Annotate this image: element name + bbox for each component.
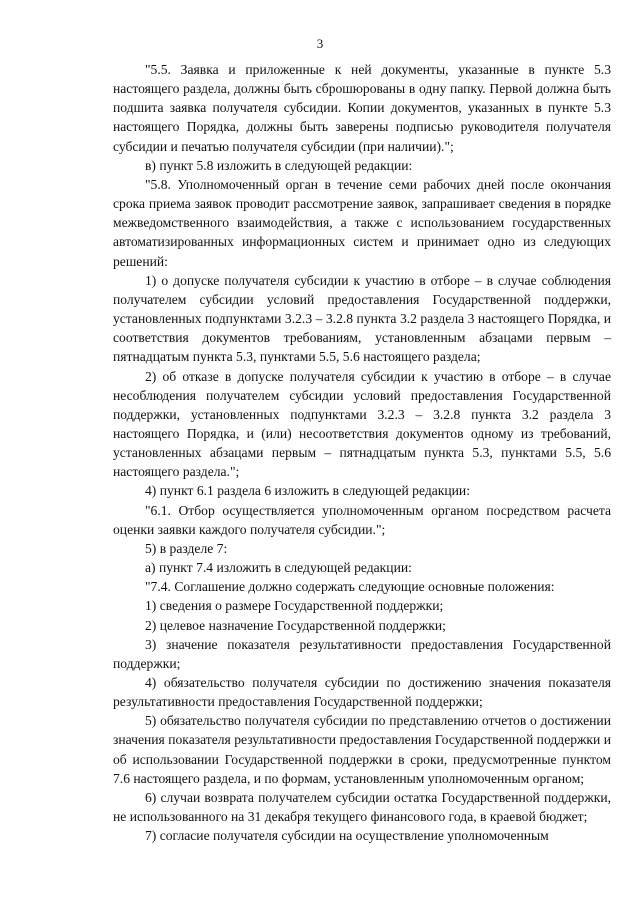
paragraph-provision-6: 6) случаи возврата получателем субсидии остатка Государственной поддержки, не использованного на 31 декабря текущего финансового года, в краевой бюджет;	[113, 789, 611, 825]
paragraph-6-1: "6.1. Отбор осуществляется уполномоченным органом посредством расчета оценки заявки каждого получателя субсидии.";	[113, 502, 611, 537]
page-number: 3	[316, 36, 324, 51]
paragraph-provision-4: 4) обязательство получателя субсидии по достижению значения показателя результативности предоставления Государственной поддержки;	[113, 675, 611, 710]
paragraph-item-v: в) пункт 5.8 изложить в следующей редакции:	[145, 157, 413, 173]
paragraph-decision-2: 2) об отказе в допуске получателя субсидии к участию в отборе – в случае несоблюдения получателем субсидии условий предоставления Государственной поддержки, установленных подпунктами 3.2.3 – 3.2.8 пункта 3.2 раздела 3 настоящего Порядка, и (или) несоответствия документов одному из требований, установленных абзацами первым – пятнадцатым пункта 5.3, пунктами 5.5, 5.6 настоящего раздела.";	[113, 368, 611, 480]
paragraph-provision-2: 2) целевое назначение Государственной поддержки;	[145, 617, 446, 633]
paragraph-5-8: "5.8. Уполномоченный орган в течение семи рабочих дней после окончания срока приема заявок проводит рассмотрение заявок, запрашивает сведения в порядке межведомственного взаимодействия, а также с использованием государственных автоматизированных информационных систем и принимает одно из следующих решений:	[113, 176, 611, 269]
paragraph-provision-3: 3) значение показателя результативности предоставления Государственной поддержки;	[113, 636, 611, 671]
paragraph-5-5: "5.5. Заявка и приложенные к ней документы, указанные в пункте 5.3 настоящего раздела, должны быть сброшюрованы в одну папку. Первой должна быть подшита заявка получателя субсидии. Копии документов, указанных в пункте 5.3 настоящего Порядка, должны быть заверены подписью руководителя получателя субсидии и печатью получателя субсидии (при наличии).";	[113, 62, 611, 154]
paragraph-7-4: "7.4. Соглашение должно содержать следующие основные положения:	[145, 579, 555, 595]
paragraph-item-a: а) пункт 7.4 изложить в следующей редакции:	[145, 560, 412, 576]
document-body	[113, 60, 611, 845]
paragraph-provision-1: 1) сведения о размере Государственной поддержки;	[145, 598, 444, 614]
paragraph-provision-7: 7) согласие получателя субсидии на осуществление уполномоченным	[145, 828, 549, 844]
paragraph-item-5: 5) в разделе 7:	[145, 540, 228, 556]
paragraph-item-4: 4) пункт 6.1 раздела 6 изложить в следующей редакции:	[145, 483, 470, 499]
paragraph-provision-5: 5) обязательство получателя субсидии по представлению отчетов о достижении значения показателя результативности предоставления Государственной поддержки и об использовании Государственной поддержки в сроки, предусмотренные пунктом 7.6 настоящего раздела, и по формам, установленным уполномоченным органом;	[113, 713, 611, 786]
paragraph-decision-1: 1) о допуске получателя субсидии к участию в отборе – в случае соблюдения получателем субсидии условий предоставления Государственной поддержки, установленных подпунктами 3.2.3 – 3.2.8 пункта 3.2 раздела 3 настоящего Порядка, и соответствия документов требованиям, установленным абзацами первым – пятнадцатым пункта 5.3, пунктами 5.5, 5.6 настоящего раздела;	[113, 272, 611, 365]
